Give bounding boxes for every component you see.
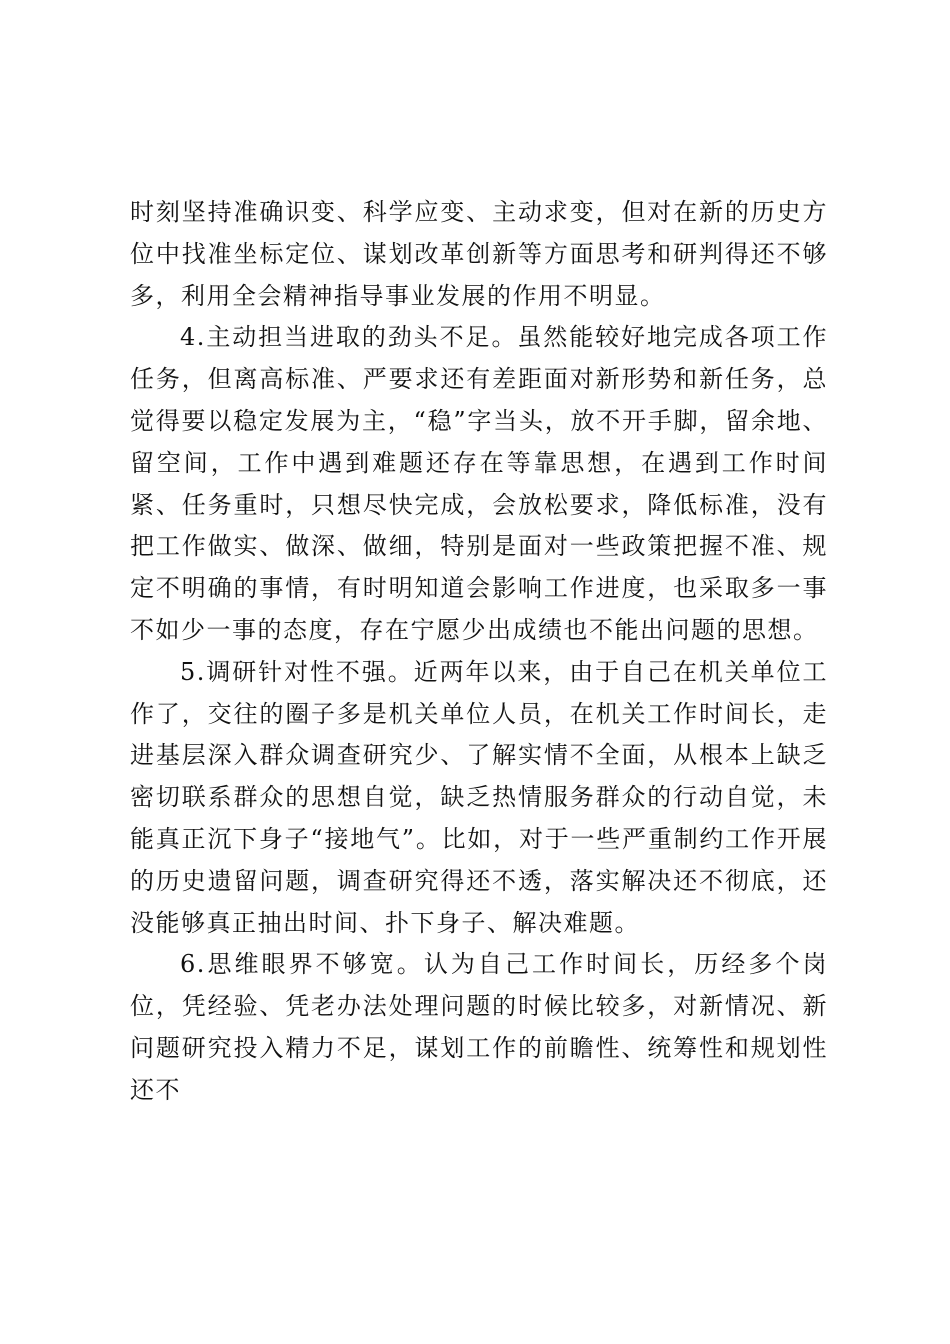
paragraph-continuation: 时刻坚持准确识变、科学应变、主动求变，但对在新的历史方位中找准坐标定位、谋划改革创新等方面思考和研判得还不够多，利用全会精神指导事业发展的作用不明显。 <box>130 198 828 310</box>
paragraph-item-5: 5.调研针对性不强。近两年以来，由于自己在机关单位工作了，交往的圈子多是机关单位人员，在机关工作时间长，走进基层深入群众调查研究少、了解实情不全面，从根本上缺乏密切联系群众的思想自觉，缺乏热情服务群众的行动自觉，未能真正沉下身子“接地气”。比如，对于一些严重制约工作开展的历史遗留问题，调查研究得还不透，落实解决还不彻底，还没能够真正抽出时间、扑下身子、解决难题。 <box>130 657 828 937</box>
paragraph-item-6: 6.思维眼界不够宽。认为自己工作时间长，历经多个岗位，凭经验、凭老办法处理问题的时候比较多，对新情况、新问题研究投入精力不足，谋划工作的前瞻性、统筹性和规划性还不 <box>130 950 828 1104</box>
document-body <box>130 192 828 1112</box>
paragraph-item-4: 4.主动担当进取的劲头不足。虽然能较好地完成各项工作任务，但离高标准、严要求还有差距面对新形势和新任务，总觉得要以稳定发展为主，“稳”字当头，放不开手脚，留余地、留空间，工作中遇到难题还存在等靠思想，在遇到工作时间紧、任务重时，只想尽快完成，会放松要求，降低标准，没有把工作做实、做深、做细，特别是面对一些政策把握不准、规定不明确的事情，有时明知道会影响工作进度，也采取多一事不如少一事的态度，存在宁愿少出成绩也不能出问题的思想。 <box>130 323 828 644</box>
